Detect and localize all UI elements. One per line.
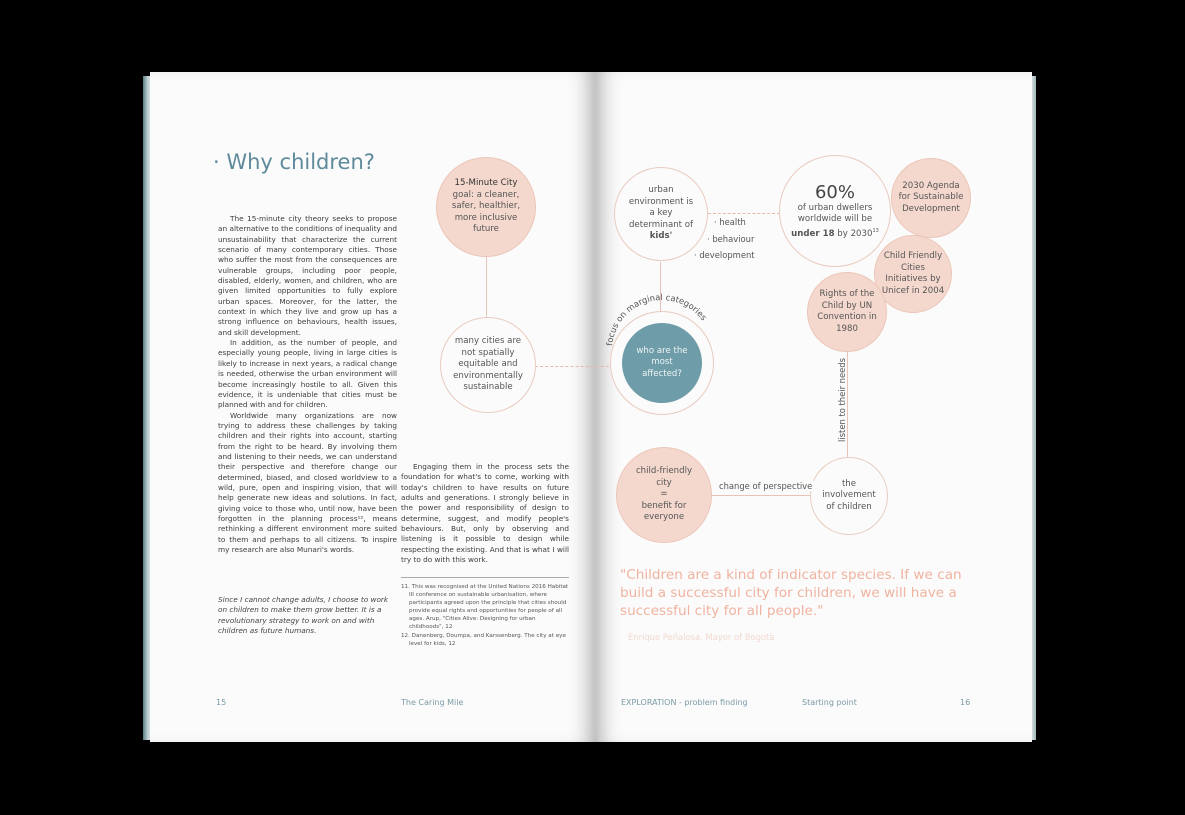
running-title: The Caring Mile (401, 698, 464, 707)
focus-label: focus on marginal categories (604, 291, 710, 347)
goal-title: 15-Minute City (454, 178, 518, 189)
who-circle (622, 323, 702, 403)
italic-quote: Since I cannot change adults, I choose to work on children to make them grow better. It is a revolutionary strategy to work on and with children as future humans. (218, 595, 389, 635)
connector-urban-stat (708, 213, 780, 214)
footnote-11: 11. This was recognised at the United Nations 2016 Habitat III conference on sustainable urbanisation, where participants agreed upon the principle that cities should provide equal rights and opportunities for people of all ages. Arup, "Cities Alive: Designing for urban childhoods", 12 (401, 584, 569, 630)
problem-circle (440, 317, 536, 413)
child-friendly-city-circle (616, 447, 712, 543)
statistic-circle (779, 155, 891, 267)
paragraph-col2: Engaging them in the process sets the foundation for what's to come, working with today's children to have results on future adults and generations. I strongly believe in the power and responsibility of design to determine, suggest, and modify people's behaviours. But, only by observing and listening is it possible to design while respecting the existing. And that is what I will try to do with this work. (401, 462, 569, 565)
cf-benefit: benefit for everyone (641, 500, 687, 523)
urban-text: urban environment is a key determinant of kids' (628, 185, 694, 242)
cf-city-text: child-friendly city (635, 466, 693, 488)
footnotes (401, 577, 569, 649)
cf-equals: = (660, 489, 668, 500)
subsection-label: Starting point (802, 698, 857, 707)
factor-health: · health (714, 217, 746, 227)
quote-attribution: Enrique Peñalosa, Mayor of Bogotà (628, 632, 775, 642)
statistic-text: of urban dwellers worldwide will be (797, 202, 873, 225)
cfci-text: Child Friendly Cities Initiatives by Unicef in 2004 (881, 251, 945, 296)
who-text: who are the most affected? (636, 345, 688, 379)
factor-development: · development (694, 250, 755, 260)
paragraph-2: In addition, as the number of people, and especially young people, living in large cities is likely to increase in next years, a radical change is needed, otherwise the urban environment will become increasingly hostile to all. Given this evidence, it is undeniable that cities must be planned with and for children. (218, 338, 397, 410)
section-label: EXPLORATION - problem finding (621, 698, 748, 707)
goal-text: goal: a cleaner, safer, healthier, more inclusive future (451, 189, 521, 235)
goal-circle (436, 157, 536, 257)
statistic-bold-line: under 18 by 2030$^{13}$ (791, 227, 879, 239)
problem-text: many cities are not spatially equitable and environmentally sustainable (453, 336, 523, 393)
rights-circle (807, 272, 887, 352)
paragraph-3: Worldwide many organizations are now trying to address these challenges by taking children and their rights into account, starting from the right to be heard. By involving them and listening to their needs, we can understand their perspective and therefore change our determined, biased, and closed worldview to a wild, pure, open and inspiring vision, that will help generate new ideas and solutions. In fact, giving voice to those who, until now, have been forgotten in the planning process¹², means rethinking a different environment more suited to them and perhaps to all citizens. To inspire my research are also Munari's words. (218, 410, 397, 554)
factor-behaviour: · behaviour (707, 234, 755, 244)
body-column-1 (218, 214, 397, 555)
agenda-circle (891, 158, 971, 238)
footnote-12: 12. Danenberg, Doumpa, and Karssenberg. The city at eye level for kids, 12 (401, 633, 566, 647)
page-number-right: 16 (960, 698, 971, 707)
body-column-2 (401, 462, 569, 565)
pull-quote: "Children are a kind of indicator species. If we can build a successful city for children, we will have a successful city for all people." (620, 567, 962, 619)
page-title: · Why children? (213, 150, 375, 174)
rights-text: Rights of the Child by UN Convention in 1980 (817, 289, 877, 334)
involvement-text: the involvement of children (822, 478, 876, 512)
change-label: change of perspective (719, 481, 813, 491)
involvement-circle (810, 457, 888, 535)
page-number-left: 15 (216, 698, 227, 707)
listen-label: listen to their needs (836, 358, 847, 442)
paragraph-1: The 15-minute city theory seeks to propose an alternative to the conditions of inequality and unsustainability that characterize the current scenario of many contemporary cities. Those who suffer the most from the consequences are vulnerable groups, including poor people, disabled, elderly, women, and children, who are given limited opportunities to fully explore urban spaces. Moreover, for the latter, the context in which they live and grow up has a strong influence on behaviours, health issues, and skill development. (218, 214, 397, 337)
connector-involvement-city (712, 495, 812, 496)
connector-rights-involvement (847, 348, 848, 458)
urban-environment-circle (614, 167, 708, 261)
statistic-value: 60% (814, 181, 855, 203)
agenda-text: 2030 Agenda for Sustainable Development (898, 180, 964, 214)
